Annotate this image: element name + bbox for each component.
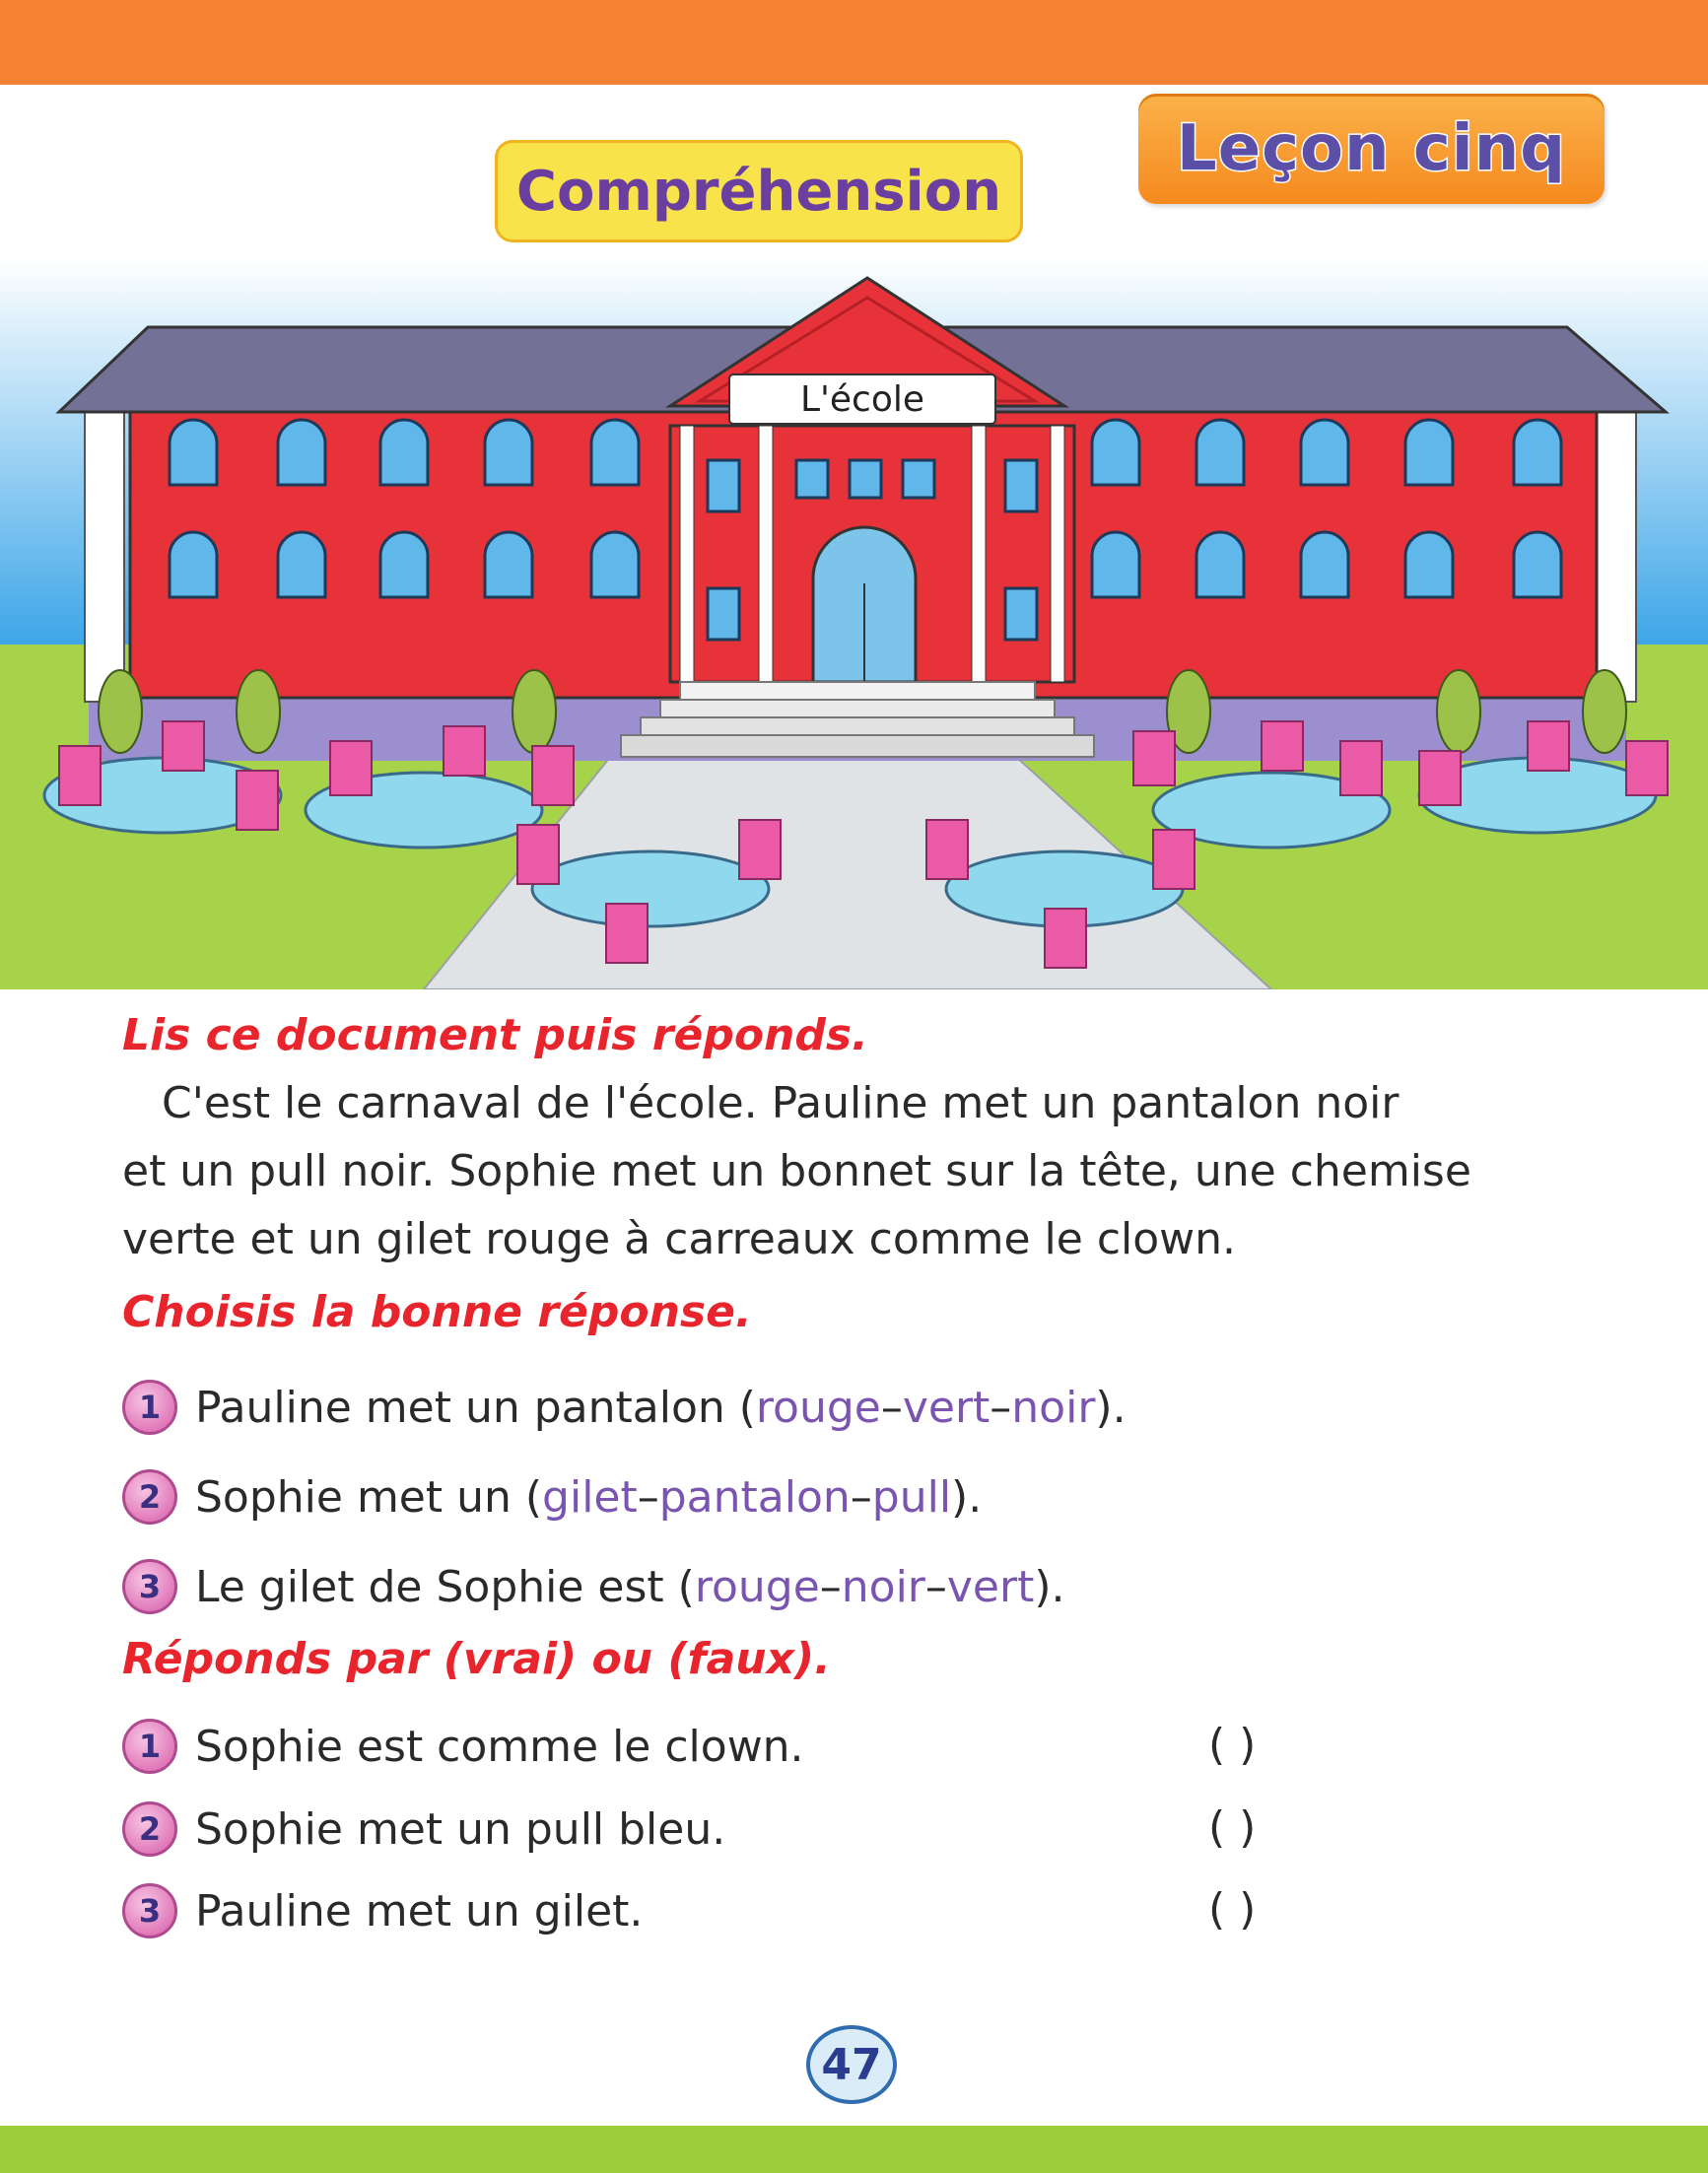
option[interactable]: rouge (755, 1382, 881, 1433)
question-number: 2 (122, 1801, 177, 1857)
choice-question: 2 Sophie met un ( gilet – pantalon – pull ). (122, 1467, 982, 1527)
question-number: 1 (122, 1719, 177, 1774)
instruction-true-false: Réponds par (vrai) ou (faux). (122, 1634, 831, 1684)
answer-blank[interactable]: ( ) (1208, 1884, 1257, 1935)
tf-question: 1 Sophie est comme le clown. (122, 1717, 804, 1776)
lesson-badge (1138, 94, 1605, 204)
question-number: 2 (122, 1469, 177, 1525)
choice-question: 3 Le gilet de Sophie est ( rouge – noir – vert ). (122, 1557, 1065, 1616)
option[interactable]: vert (946, 1561, 1035, 1612)
reading-text (122, 1069, 1620, 1273)
tf-question: 3 Pauline met un gilet. (122, 1881, 643, 1940)
school-illustration (0, 258, 1708, 989)
instruction-choose: Choisis la bonne réponse. (122, 1287, 752, 1337)
top-color-bar (0, 0, 1708, 85)
option[interactable]: pantalon (658, 1471, 851, 1523)
school-sign: L'école (799, 379, 925, 420)
bottom-color-bar (0, 2126, 1708, 2173)
option[interactable]: vert (902, 1382, 991, 1433)
question-number: 3 (122, 1883, 177, 1938)
tf-question: 2 Sophie met un pull bleu. (122, 1800, 725, 1859)
option[interactable]: noir (1011, 1382, 1096, 1433)
text-line-3: verte et un gilet rouge à carreaux comme le clown. (122, 1214, 1237, 1264)
page-number: 47 (806, 2025, 897, 2104)
lesson-title: Leçon cinq (1176, 112, 1567, 185)
question-number: 1 (122, 1380, 177, 1435)
option[interactable]: pull (871, 1471, 952, 1523)
text-line-1: C'est le carnaval de l'école. Pauline met un pantalon noir (162, 1078, 1400, 1128)
section-title: Compréhension (515, 159, 1002, 224)
option[interactable]: gilet (542, 1471, 638, 1523)
option[interactable]: rouge (694, 1561, 820, 1612)
option[interactable]: noir (841, 1561, 925, 1612)
instruction-read: Lis ce document puis réponds. (122, 1010, 868, 1060)
question-number: 3 (122, 1559, 177, 1614)
choice-question: 1 Pauline met un pantalon ( rouge – vert – noir ). (122, 1378, 1127, 1437)
text-line-2: et un pull noir. Sophie met un bonnet sur la tête, une chemise (122, 1146, 1471, 1196)
section-badge (495, 140, 1023, 242)
answer-blank[interactable]: ( ) (1208, 1720, 1257, 1770)
answer-blank[interactable]: ( ) (1208, 1802, 1257, 1853)
